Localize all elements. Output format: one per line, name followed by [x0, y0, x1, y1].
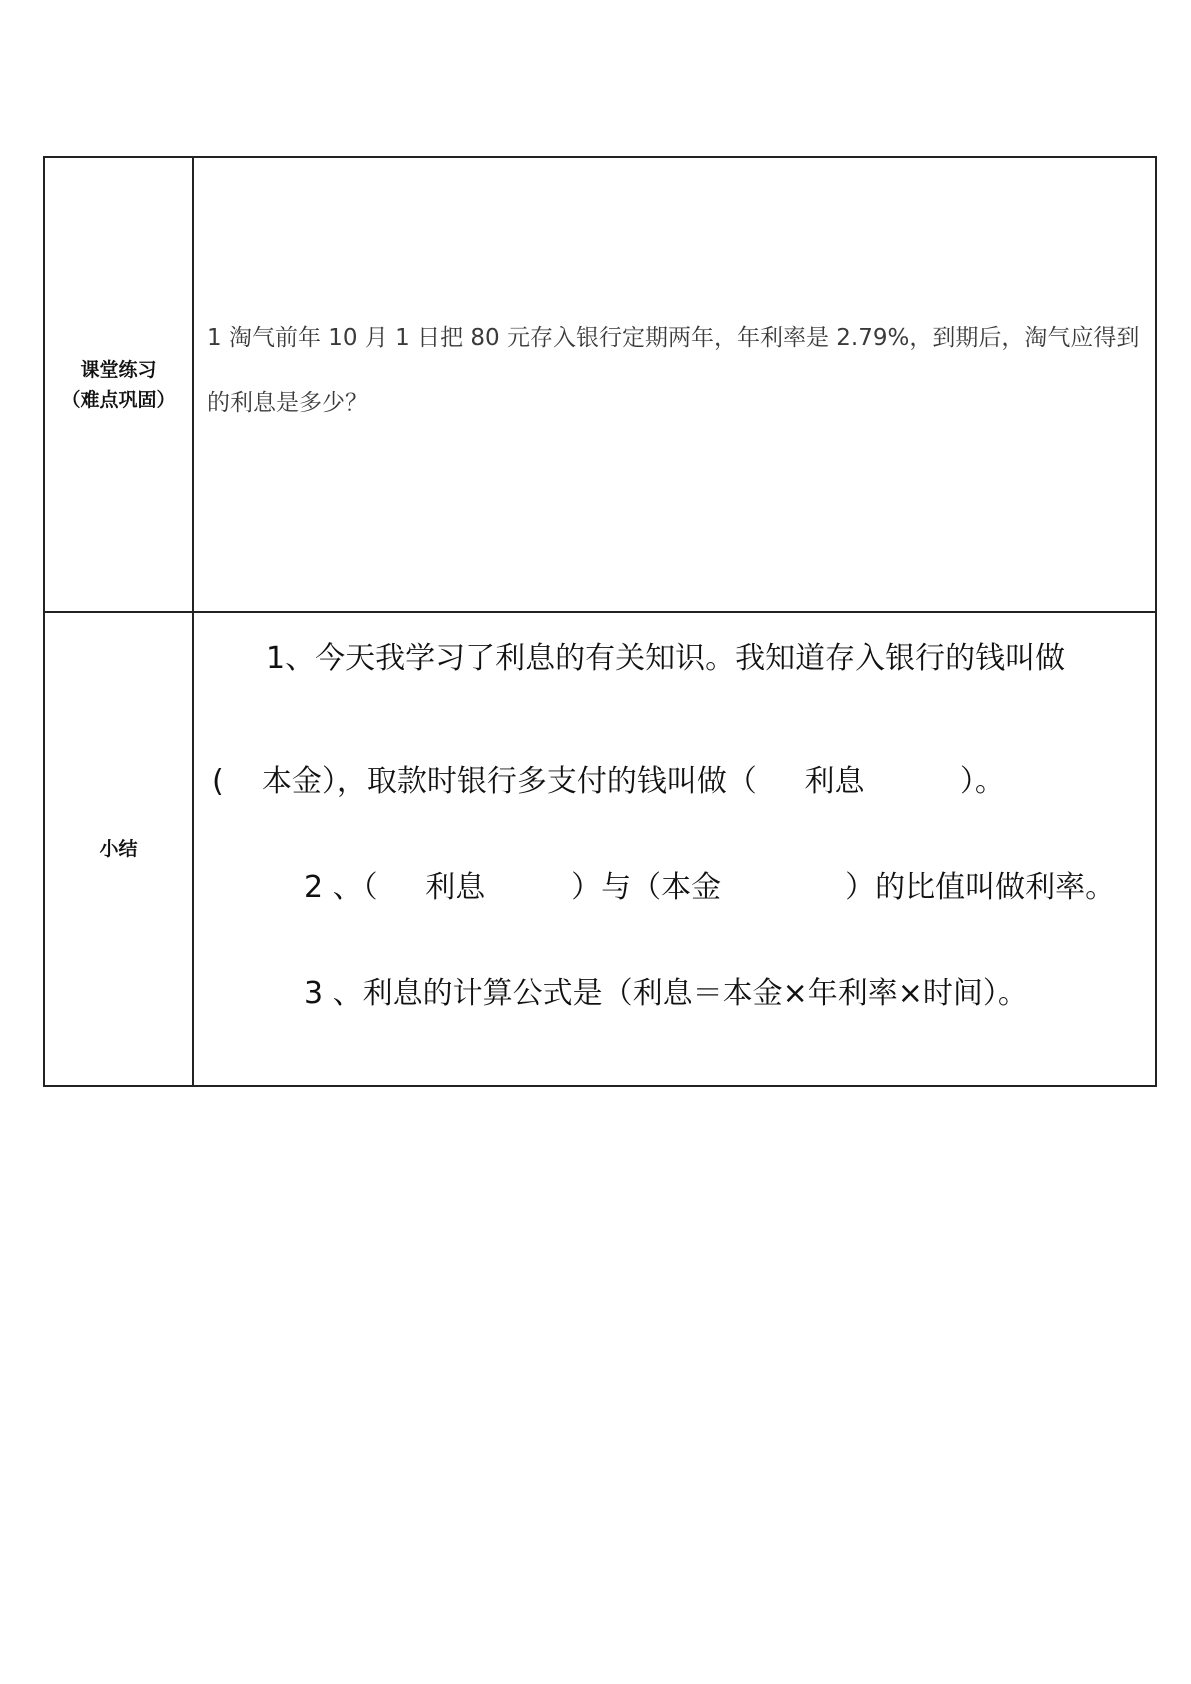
summary-line-2: ( 本金），取款时银行多支付的钱叫做（ 利息 ）。 [212, 764, 1005, 799]
practice-question: 1 淘气前年 10 月 1 日把 80 元存入银行定期两年，年利率是 2.79%，到期后，淘气应得到的利息是多少？ [207, 325, 1140, 416]
practice-label-cell [44, 157, 193, 612]
practice-row [44, 157, 1156, 612]
summary-label-cell [44, 612, 193, 1086]
practice-content-cell [193, 157, 1156, 612]
practice-label: 课堂练习 [80, 358, 157, 381]
summary-row [44, 612, 1156, 1086]
lesson-plan-table [43, 156, 1157, 1087]
summary-label: 小结 [99, 838, 138, 860]
practice-sublabel: （难点巩固） [61, 388, 176, 411]
summary-line-3: 2 、（ 利息 ）与（本金 ）的比值叫做利率。 [304, 870, 1116, 905]
summary-content-cell [193, 612, 1156, 1086]
summary-line-1: 1、今天我学习了利息的有关知识。我知道存入银行的钱叫做 [266, 641, 1066, 676]
summary-line-4: 3 、利息的计算公式是（利息＝本金×年利率×时间）。 [304, 976, 1028, 1011]
